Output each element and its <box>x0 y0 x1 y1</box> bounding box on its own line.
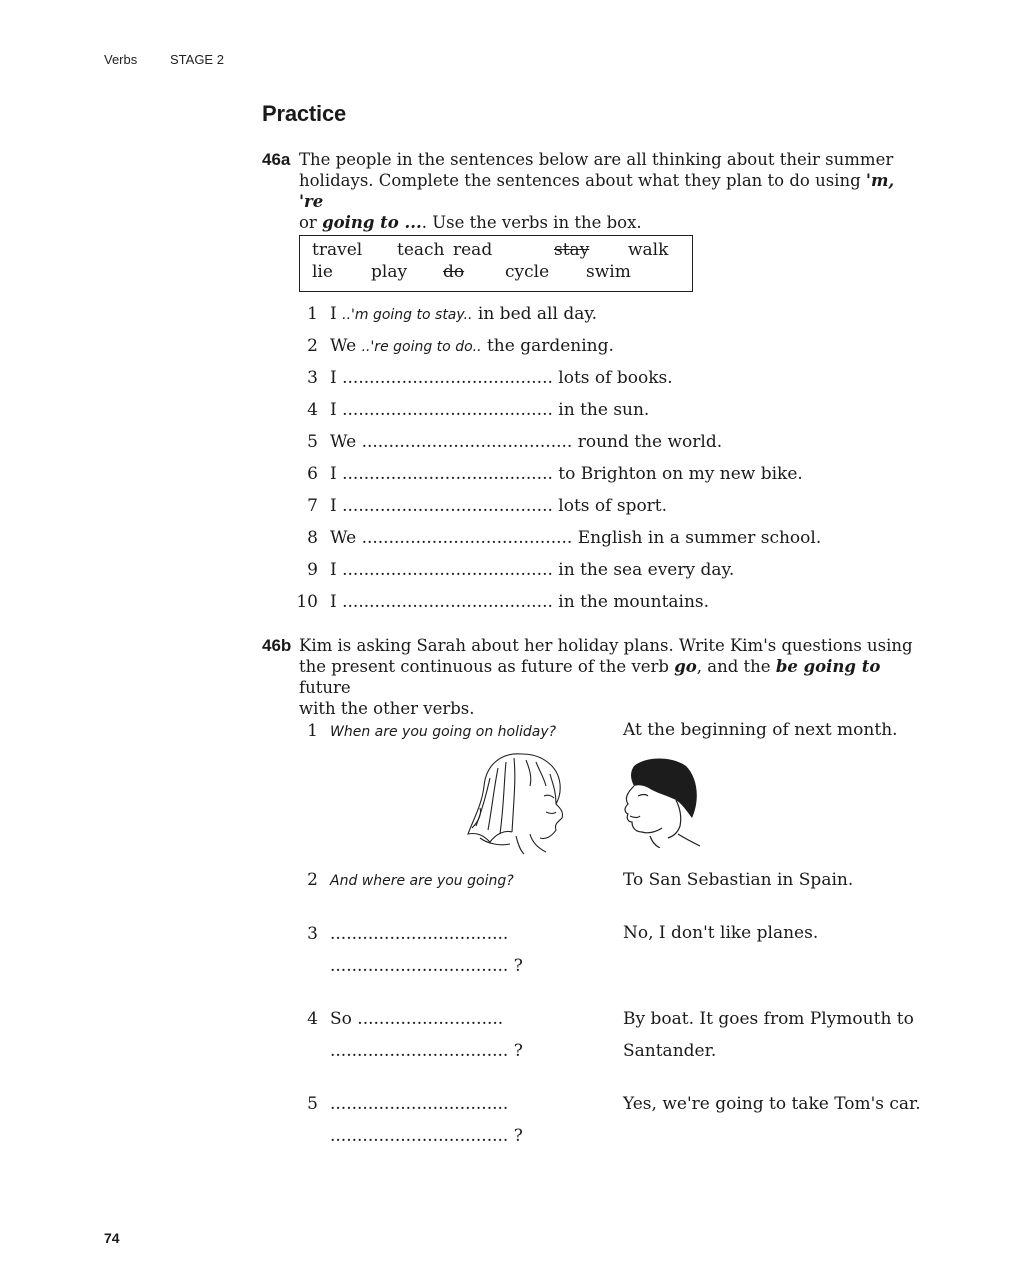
item-subject: I <box>330 560 337 580</box>
dialogue-answer-line-2: Santander. <box>623 1041 717 1061</box>
boy-portrait-icon <box>616 756 702 848</box>
exercise-46b-instructions <box>262 635 924 719</box>
item-number: 3 <box>307 924 318 944</box>
running-header-stage: STAGE 2 <box>170 52 224 67</box>
item-rest: to Brighton on my new bike. <box>558 464 803 484</box>
instruction-be-going-to: be going to <box>775 657 881 676</box>
item-rest: in the sun. <box>558 400 650 420</box>
item-number: 4 <box>307 400 318 420</box>
item-subject: I <box>330 464 337 484</box>
answer-blank[interactable]: ........................... <box>357 1009 504 1029</box>
instruction-text: the present continuous as future of the verb <box>299 657 669 676</box>
verb-box-word-crossed: stay <box>554 240 590 260</box>
verb-box-word: swim <box>586 262 631 282</box>
instruction-line-1: Kim is asking Sarah about her holiday plans. Write Kim's questions using <box>299 636 913 655</box>
girl-portrait-illustration <box>460 748 578 856</box>
verb-box-word: lie <box>312 262 333 282</box>
item-number: 2 <box>307 336 318 356</box>
dialogue-question-line-2 <box>330 1041 523 1063</box>
item-rest: in bed all day. <box>477 304 598 324</box>
instruction-going-to: going to ... <box>322 213 422 232</box>
item-rest: lots of books. <box>558 368 673 388</box>
exercise-46a-item <box>307 528 822 550</box>
dialogue-question <box>307 924 509 946</box>
dialogue-answer: Yes, we're going to take Tom's car. <box>623 1094 921 1114</box>
exercise-number-46b: 46b <box>262 636 292 655</box>
verb-box-word: travel <box>312 240 363 260</box>
boy-portrait-illustration <box>616 756 702 848</box>
item-subject: I <box>330 400 337 420</box>
item-rest: English in a summer school. <box>577 528 822 548</box>
answer-blank[interactable]: ................................. ? <box>330 1041 523 1061</box>
answer-blank[interactable]: ....................................... <box>361 528 573 548</box>
dialogue-question <box>307 870 514 892</box>
answer-blank[interactable]: ....................................... <box>342 464 553 484</box>
exercise-46a-item <box>307 560 735 582</box>
item-subject: We <box>330 528 357 548</box>
instruction-line-2 <box>299 656 924 698</box>
page-number: 74 <box>104 1230 120 1246</box>
instruction-text: , and the <box>696 657 771 676</box>
girl-portrait-icon <box>460 748 578 856</box>
verb-box <box>299 235 693 292</box>
answer-blank[interactable]: ................................. <box>330 924 509 944</box>
dialogue-answer: No, I don't like planes. <box>623 923 819 943</box>
instruction-text: future <box>299 678 351 697</box>
item-number: 1 <box>307 721 318 741</box>
page-title: Practice <box>262 101 347 126</box>
dialogue-answer: By boat. It goes from Plymouth to <box>623 1009 914 1029</box>
dialogue-question <box>307 1094 509 1116</box>
exercise-46a-item <box>307 432 723 454</box>
exercise-46a-item <box>307 464 803 486</box>
answer-blank[interactable]: ....................................... <box>342 560 553 580</box>
item-number: 6 <box>307 464 318 484</box>
answer-blank[interactable]: ................................. ? <box>330 956 523 976</box>
item-subject: We <box>330 336 357 356</box>
item-subject: We <box>330 432 357 452</box>
exercise-46a-item <box>307 336 614 358</box>
item-number: 1 <box>307 304 318 324</box>
answer-blank[interactable]: ....................................... <box>342 592 553 612</box>
item-answer-filled: ..'re going to do.. <box>361 339 482 355</box>
exercise-46a-item <box>307 496 668 518</box>
item-number: 4 <box>307 1009 318 1029</box>
exercise-46a-item <box>307 304 598 326</box>
item-number: 5 <box>307 432 318 452</box>
exercise-number-46a: 46a <box>262 150 291 169</box>
question-filled: When are you going on holiday? <box>330 724 557 740</box>
instruction-or: or <box>299 213 317 232</box>
item-subject: I <box>330 496 337 516</box>
answer-blank[interactable]: ................................. ? <box>330 1126 523 1146</box>
item-subject: I <box>330 592 337 612</box>
dialogue-answer: To San Sebastian in Spain. <box>623 870 854 890</box>
exercise-46a-item <box>307 400 650 422</box>
item-answer-filled: ..'m going to stay.. <box>342 307 473 323</box>
item-number: 2 <box>307 870 318 890</box>
dialogue-question-line-2 <box>330 956 523 978</box>
answer-blank[interactable]: ................................. <box>330 1094 509 1114</box>
exercise-46a-item <box>307 368 673 390</box>
item-rest: the gardening. <box>486 336 614 356</box>
verb-box-word: teach <box>397 240 445 260</box>
dialogue-question-line-2 <box>330 1126 523 1148</box>
instruction-line-3 <box>299 212 924 233</box>
exercise-46a-instructions <box>262 149 924 233</box>
item-number: 7 <box>307 496 318 516</box>
instruction-verb-go: go <box>674 657 697 676</box>
exercise-46a-item <box>296 592 710 614</box>
verb-box-word: cycle <box>505 262 550 282</box>
verb-box-word: play <box>371 262 408 282</box>
instruction-end: . Use the verbs in the box. <box>421 213 642 232</box>
item-number: 8 <box>307 528 318 548</box>
answer-blank[interactable]: ....................................... <box>342 368 553 388</box>
item-rest: lots of sport. <box>558 496 668 516</box>
item-rest: in the sea every day. <box>558 560 735 580</box>
question-lead: So <box>330 1009 352 1029</box>
item-number: 5 <box>307 1094 318 1114</box>
item-number: 3 <box>307 368 318 388</box>
instruction-line-2 <box>299 170 924 212</box>
verb-box-word: read <box>453 240 493 260</box>
verb-box-word-crossed: do <box>443 262 465 282</box>
item-rest: round the world. <box>577 432 723 452</box>
dialogue-answer: At the beginning of next month. <box>623 720 898 740</box>
instruction-line-3: with the other verbs. <box>299 699 475 718</box>
item-rest: in the mountains. <box>558 592 710 612</box>
item-number: 10 <box>296 592 318 612</box>
dialogue-question <box>307 721 557 743</box>
dialogue-question <box>307 1009 504 1031</box>
instruction-forms: 'm, 're <box>299 171 895 211</box>
instruction-line-1: The people in the sentences below are all thinking about their summer <box>299 150 894 169</box>
item-subject: I <box>330 368 337 388</box>
answer-blank[interactable]: ....................................... <box>342 496 553 516</box>
item-number: 9 <box>307 560 318 580</box>
running-header-section: Verbs <box>104 52 138 67</box>
question-filled: And where are you going? <box>330 873 514 889</box>
item-subject: I <box>330 304 337 324</box>
verb-box-word: walk <box>628 240 669 260</box>
answer-blank[interactable]: ....................................... <box>342 400 553 420</box>
instruction-line-2-text: holidays. Complete the sentences about what they plan to do using <box>299 171 861 190</box>
answer-blank[interactable]: ....................................... <box>361 432 573 452</box>
